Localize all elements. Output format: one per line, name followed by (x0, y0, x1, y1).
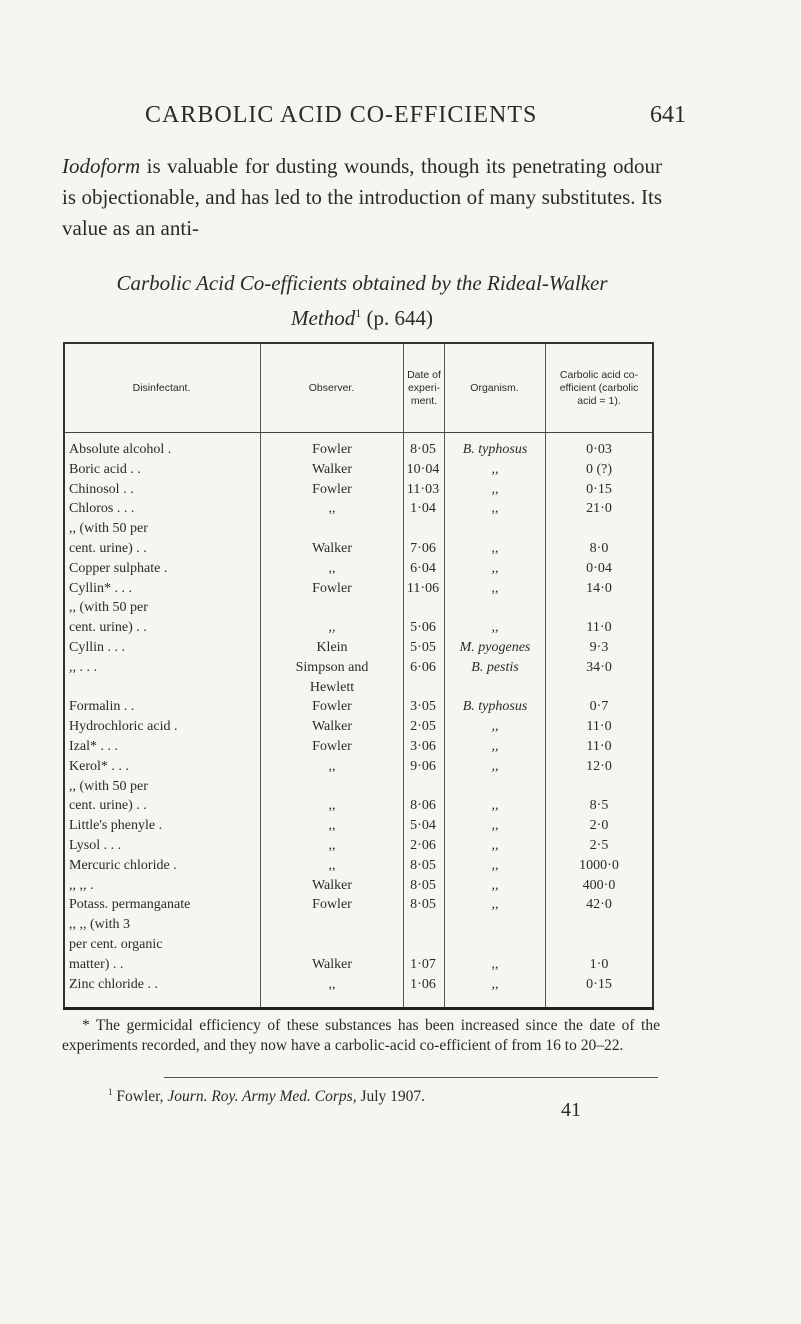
coefficient-cell: 34·0 (586, 659, 612, 675)
observer-cell: Fowler (312, 580, 352, 596)
disinfectant-cell: Cyllin . . . (69, 640, 126, 655)
organism-cell: ,, (491, 739, 499, 754)
table-row (63, 679, 654, 697)
disinfectant-cell: Izal* . . . (69, 739, 118, 754)
coefficient-cell: 0·7 (589, 699, 609, 715)
caption-footnote-marker: 1 (355, 306, 362, 320)
paragraph-lead-word: Iodoform (62, 154, 141, 178)
organism-cell: ,, (491, 897, 499, 913)
disinfectant-cell: cent. urine) . . (69, 620, 147, 636)
date-cell: 8·05 (410, 442, 436, 457)
table-row (63, 639, 654, 657)
disinfectant-cell: ,, (with 50 per (69, 521, 148, 537)
disinfectant-cell: Little's phenyle . (69, 818, 163, 834)
organism-cell: ,, (491, 560, 499, 576)
date-cell: 10·04 (406, 461, 440, 477)
observer-cell: ,, (328, 798, 336, 814)
organism-cell: ,, (491, 877, 499, 893)
organism-cell: ,, (491, 956, 499, 972)
organism-cell: ,, (491, 798, 499, 814)
date-cell: 1·07 (410, 956, 436, 972)
disinfectant-cell: Absolute alcohol . (69, 442, 172, 457)
organism-cell: ,, (491, 818, 499, 834)
date-cell: 2·05 (410, 719, 436, 735)
coefficient-cell: 2·5 (589, 838, 609, 853)
organism-cell: ,, (491, 541, 499, 556)
caption-line-2-wrap (62, 298, 662, 333)
disinfectant-cell: Formalin . . (69, 699, 135, 715)
coefficient-cell: 8·5 (589, 798, 609, 814)
table-row (63, 797, 654, 815)
observer-cell: Fowler (312, 699, 352, 715)
observer-cell: ,, (328, 857, 336, 873)
header-organism: Organism. (470, 381, 519, 394)
footnote-1-marker: 1 (108, 1087, 113, 1097)
coefficients-table (63, 342, 654, 1010)
date-cell: 8·06 (410, 798, 436, 814)
table-row (63, 916, 654, 934)
organism-cell: ,, (491, 461, 499, 477)
date-cell: 6·04 (410, 560, 436, 576)
footnote-rule (164, 1077, 658, 1078)
coefficient-cell: 9·3 (589, 640, 609, 655)
table-row (63, 560, 654, 578)
observer-cell: Walker (311, 541, 353, 556)
organism-cell: B. pestis (471, 659, 519, 675)
table-row (63, 698, 654, 716)
observer-cell: Walker (311, 877, 353, 893)
coefficient-cell: 1000·0 (579, 857, 619, 873)
disinfectant-cell: Zinc chloride . . (69, 976, 159, 992)
date-cell: 2·06 (410, 838, 436, 853)
caption-line-2: Method (291, 306, 356, 330)
header-date: Date of experi- ment. (407, 368, 441, 407)
organism-cell: B. typhosus (462, 699, 528, 715)
table-row (63, 738, 654, 756)
disinfectant-cell: Potass. permanganate (69, 897, 191, 913)
coefficient-cell: 0 (?) (585, 461, 613, 477)
date-cell: 8·05 (410, 877, 436, 893)
disinfectant-cell: Chloros . . . (69, 501, 135, 517)
table-row (63, 599, 654, 617)
disinfectant-cell: Mercuric chloride . (69, 857, 177, 873)
date-cell: 11·06 (406, 580, 440, 596)
table-row (63, 441, 654, 459)
table-row (63, 481, 654, 499)
disinfectant-cell: cent. urine) . . (69, 798, 147, 814)
observer-cell: ,, (328, 838, 336, 853)
date-cell: 3·06 (410, 739, 436, 754)
coefficient-cell: 0·15 (586, 976, 612, 992)
disinfectant-cell: Hydrochloric acid . (69, 719, 178, 735)
observer-cell: Fowler (312, 897, 352, 913)
observer-cell: Fowler (312, 442, 352, 457)
running-title: CARBOLIC ACID CO-EFFICIENTS (145, 102, 538, 128)
date-cell: 3·05 (410, 699, 436, 715)
coefficient-cell: 0·04 (586, 560, 612, 576)
observer-cell: Walker (311, 461, 353, 477)
disinfectant-cell: ,, ,, (with 3 (69, 917, 131, 933)
body-paragraph (62, 151, 662, 244)
footnote-1-date: , July 1907. (352, 1088, 426, 1106)
header-observer: Observer. (308, 381, 355, 394)
header-disinfectant: Disinfectant. (132, 381, 191, 394)
date-cell: 9·06 (410, 758, 436, 774)
date-cell: 1·04 (410, 501, 436, 517)
table-row (63, 817, 654, 835)
coefficient-cell: 21·0 (586, 501, 612, 517)
organism-cell: ,, (491, 719, 499, 735)
observer-cell: Klein (316, 640, 348, 655)
disinfectant-cell: per cent. organic (69, 937, 163, 952)
table-row (63, 877, 654, 895)
coefficient-cell: 0·15 (586, 481, 612, 497)
coefficient-cell: 1·0 (589, 956, 609, 972)
caption-page-ref: (p. 644) (366, 306, 433, 330)
date-cell: 11·03 (406, 481, 440, 497)
table-caption (62, 268, 662, 333)
coefficient-cell: 11·0 (586, 620, 612, 636)
organism-cell: ,, (491, 580, 499, 596)
coefficient-cell: 8·0 (589, 541, 609, 556)
header-divider (63, 432, 654, 433)
page-number: 641 (650, 102, 686, 128)
observer-cell: Walker (311, 956, 353, 972)
coefficient-cell: 12·0 (586, 758, 612, 774)
table-row (63, 500, 654, 518)
organism-cell: B. typhosus (462, 442, 528, 457)
date-cell: 5·05 (410, 640, 436, 655)
organism-cell: ,, (491, 481, 499, 497)
observer-cell: ,, (328, 818, 336, 834)
paragraph-text: is valuable for dusting wounds, though its penetrating odour is objectionable, and has led to the introduction of many substitutes. Its value as an anti- (62, 154, 662, 240)
observer-cell: Hewlett (309, 679, 355, 695)
table-row (63, 659, 654, 677)
observer-cell: ,, (328, 976, 336, 992)
table-row (63, 857, 654, 875)
observer-cell: Simpson and (295, 659, 369, 675)
date-cell: 5·04 (410, 818, 436, 834)
disinfectant-cell: Cyllin* . . . (69, 580, 133, 596)
observer-cell: ,, (328, 758, 336, 774)
coefficient-cell: 11·0 (586, 739, 612, 754)
observer-cell: ,, (328, 501, 336, 517)
date-cell: 7·06 (410, 541, 436, 556)
footnote-star: * The germicidal efficiency of these substances has been increased since the date of the experiments recorded, and they now have a carbolic-acid co-efficient of from 16 to 20–22. (62, 1017, 660, 1054)
table-row (63, 520, 654, 538)
disinfectant-cell: ,, (with 50 per (69, 778, 148, 794)
disinfectant-cell: cent. urine) . . (69, 541, 147, 556)
coefficient-cell: 2·0 (589, 818, 609, 834)
table-row (63, 976, 654, 994)
coefficient-cell: 14·0 (586, 580, 612, 596)
disinfectant-cell: Kerol* . . . (69, 758, 129, 774)
organism-cell: ,, (491, 857, 499, 873)
table-row (63, 956, 654, 974)
date-cell: 6·06 (410, 659, 436, 675)
table-row (63, 580, 654, 598)
disinfectant-cell: ,, (with 50 per (69, 600, 148, 616)
organism-cell: ,, (491, 976, 499, 992)
table-row (63, 896, 654, 914)
coefficient-cell: 400·0 (582, 877, 616, 893)
table-row (63, 936, 654, 954)
date-cell: 8·05 (410, 897, 436, 913)
date-cell: 8·05 (410, 857, 436, 873)
coefficient-cell: 11·0 (586, 719, 612, 735)
table-row (63, 619, 654, 637)
disinfectant-cell: ,, ,, . (69, 877, 94, 893)
organism-cell: ,, (491, 758, 499, 774)
disinfectant-cell: Boric acid . . (69, 461, 141, 477)
footnote-1 (108, 1082, 668, 1107)
disinfectant-cell: Lysol . . . (69, 838, 122, 853)
table-row (63, 540, 654, 558)
observer-cell: ,, (328, 620, 336, 636)
disinfectant-cell: Copper sulphate . (69, 560, 168, 576)
footnote-1-author: Fowler, (112, 1088, 168, 1106)
signature-mark: 41 (561, 1099, 581, 1121)
organism-cell: ,, (491, 838, 499, 853)
table-row (63, 837, 654, 855)
coefficient-cell: 0·03 (586, 442, 612, 457)
table-row (63, 778, 654, 796)
date-cell: 5·06 (410, 620, 436, 636)
disinfectant-cell: ,, . . . (69, 659, 97, 675)
observer-cell: Fowler (312, 739, 352, 754)
organism-cell: M. pyogenes (459, 640, 531, 655)
disinfectant-cell: matter) . . (69, 956, 124, 972)
observer-cell: Fowler (312, 481, 352, 497)
observer-cell: ,, (328, 560, 336, 576)
organism-cell: ,, (491, 620, 499, 636)
observer-cell: Walker (311, 719, 353, 735)
caption-line-1: Carbolic Acid Co-efficients obtained by the Rideal-Walker (116, 271, 608, 295)
coefficient-cell: 42·0 (586, 897, 612, 913)
header-coefficient: Carbolic acid co-efficient (carbolic acid = 1). (559, 368, 639, 407)
footnote-1-journal: Journ. Roy. Army Med. Corps (167, 1088, 353, 1106)
organism-cell: ,, (491, 501, 499, 517)
table-row (63, 461, 654, 479)
running-head (0, 102, 801, 142)
table-row (63, 758, 654, 776)
disinfectant-cell: Chinosol . . (69, 481, 134, 497)
table-row (63, 718, 654, 736)
date-cell: 1·06 (410, 976, 436, 992)
